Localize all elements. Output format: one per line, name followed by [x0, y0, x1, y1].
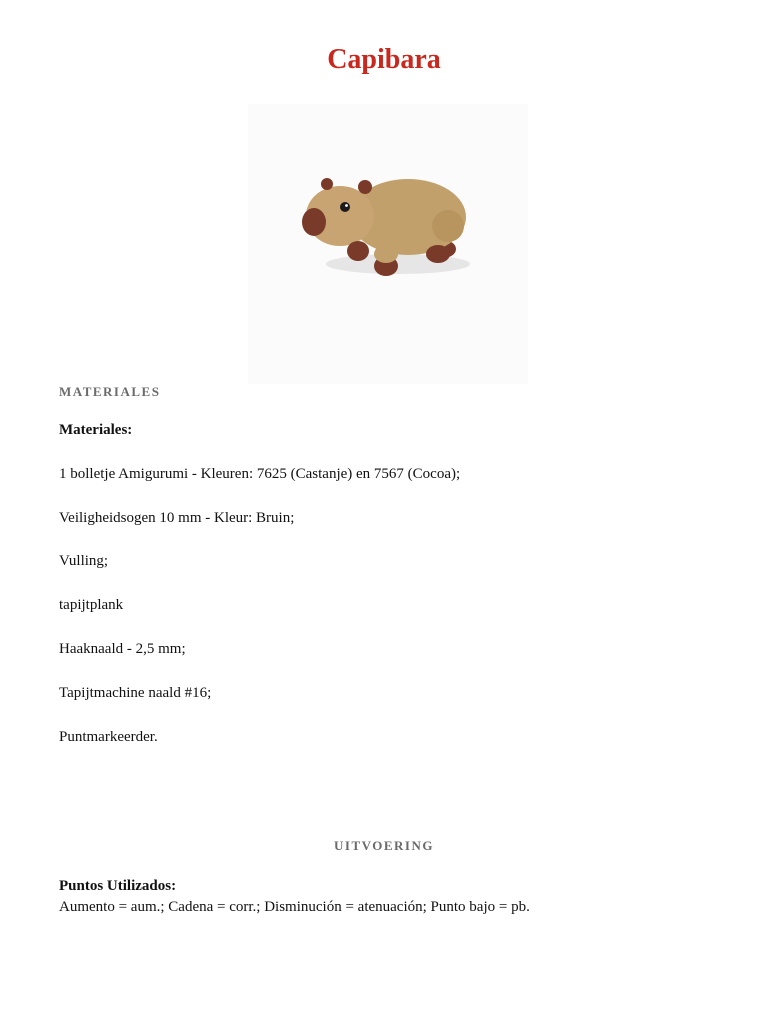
- material-item: Puntmarkeerder.: [59, 729, 158, 745]
- uitvoering-heading: UITVOERING: [334, 838, 434, 853]
- material-item: Veiligheidsogen 10 mm - Kleur: Bruin;: [59, 510, 295, 526]
- page-title: Capibara: [327, 44, 441, 75]
- materiales-heading: MATERIALES: [59, 384, 161, 399]
- material-item: tapijtplank: [59, 597, 124, 613]
- stitches-label: Puntos Utilizados:: [59, 878, 177, 894]
- capybara-photo: [248, 104, 528, 384]
- stitches-text: Aumento = aum.; Cadena = corr.; Disminución = atenuación; Punto bajo = pb.: [59, 899, 530, 915]
- capybara-illustration: [248, 104, 528, 384]
- material-item: Tapijtmachine naald #16;: [59, 685, 212, 701]
- material-item: 1 bolletje Amigurumi - Kleuren: 7625 (Castanje) en 7567 (Cocoa);: [59, 466, 461, 482]
- material-item: Haaknaald - 2,5 mm;: [59, 641, 186, 657]
- materiales-label: Materiales:: [59, 422, 133, 438]
- material-item: Vulling;: [59, 553, 109, 569]
